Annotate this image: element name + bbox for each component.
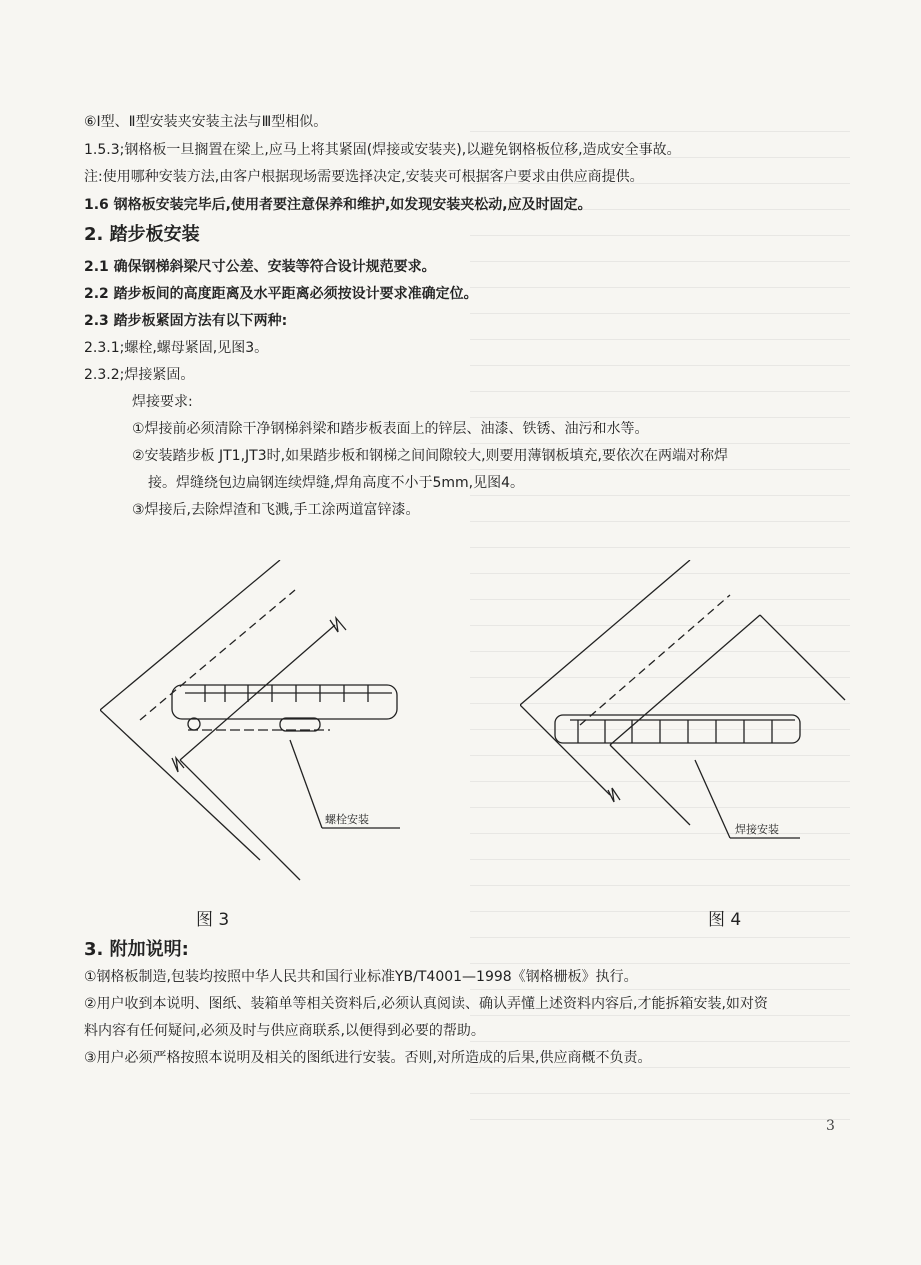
- weld-req-2a: ②安装踏步板 JT1,JT3时,如果踏步板和钢梯之间间隙较大,则要用薄钢板填充,要依次在两端对称焊: [132, 448, 728, 464]
- figure-4-diagram: [520, 560, 850, 900]
- text-line-4: 1.6 钢格板安装完毕后,使用者要注意保养和维护,如发现安装夹松动,应及时固定。: [84, 197, 592, 213]
- section-heading-2: 2. 踏步板安装: [84, 224, 200, 245]
- note-3: ③用户必须严格按照本说明及相关的图纸进行安装。否则,对所造成的后果,供应商概不负责。: [84, 1050, 652, 1066]
- text-line-2: 1.5.3;钢格板一旦搁置在梁上,应马上将其紧固(焊接或安装夹),以避免钢格板位移,造成安全事故。: [84, 142, 681, 158]
- figure-3-label: 螺栓安装: [325, 813, 369, 826]
- clause-2-3-1: 2.3.1;螺栓,螺母紧固,见图3。: [84, 340, 269, 356]
- note-2b: 料内容有任何疑问,必须及时与供应商联系,以便得到必要的帮助。: [84, 1023, 485, 1039]
- clause-2-2: 2.2 踏步板间的高度距离及水平距离必须按设计要求准确定位。: [84, 286, 478, 302]
- section-heading-3: 3. 附加说明:: [84, 939, 189, 960]
- figure-4-label: 焊接安装: [735, 823, 779, 836]
- figure-3-diagram: [100, 560, 460, 900]
- weld-req-2b: 接。焊缝绕包边扁钢连续焊缝,焊角高度不小于5mm,见图4。: [148, 475, 524, 491]
- weld-requirements-label: 焊接要求:: [132, 394, 193, 410]
- figure-3-caption: 图 3: [196, 910, 230, 930]
- text-line-3: 注:使用哪种安装方法,由客户根据现场需要选择决定,安装夹可根据客户要求由供应商提供。: [84, 169, 644, 185]
- note-1: ①钢格板制造,包装均按照中华人民共和国行业标准YB/T4001—1998《钢格栅板》执行。: [84, 969, 638, 985]
- weld-req-3: ③焊接后,去除焊渣和飞溅,手工涂两道富锌漆。: [132, 502, 420, 518]
- clause-2-3: 2.3 踏步板紧固方法有以下两种:: [84, 313, 288, 329]
- clause-2-1: 2.1 确保钢梯斜梁尺寸公差、安装等符合设计规范要求。: [84, 259, 436, 275]
- clause-2-3-2: 2.3.2;焊接紧固。: [84, 367, 195, 383]
- text-line-1: ⑥Ⅰ型、Ⅱ型安装夹安装主法与Ⅲ型相似。: [84, 114, 328, 130]
- weld-req-1: ①焊接前必须清除干净钢梯斜梁和踏步板表面上的锌层、油漆、铁锈、油污和水等。: [132, 421, 649, 437]
- figure-4-caption: 图 4: [708, 910, 742, 930]
- page-number: 3: [826, 1118, 835, 1134]
- note-2a: ②用户收到本说明、图纸、装箱单等相关资料后,必须认真阅读、确认弄懂上述资料内容后,才能拆箱安装,如对资: [84, 996, 768, 1012]
